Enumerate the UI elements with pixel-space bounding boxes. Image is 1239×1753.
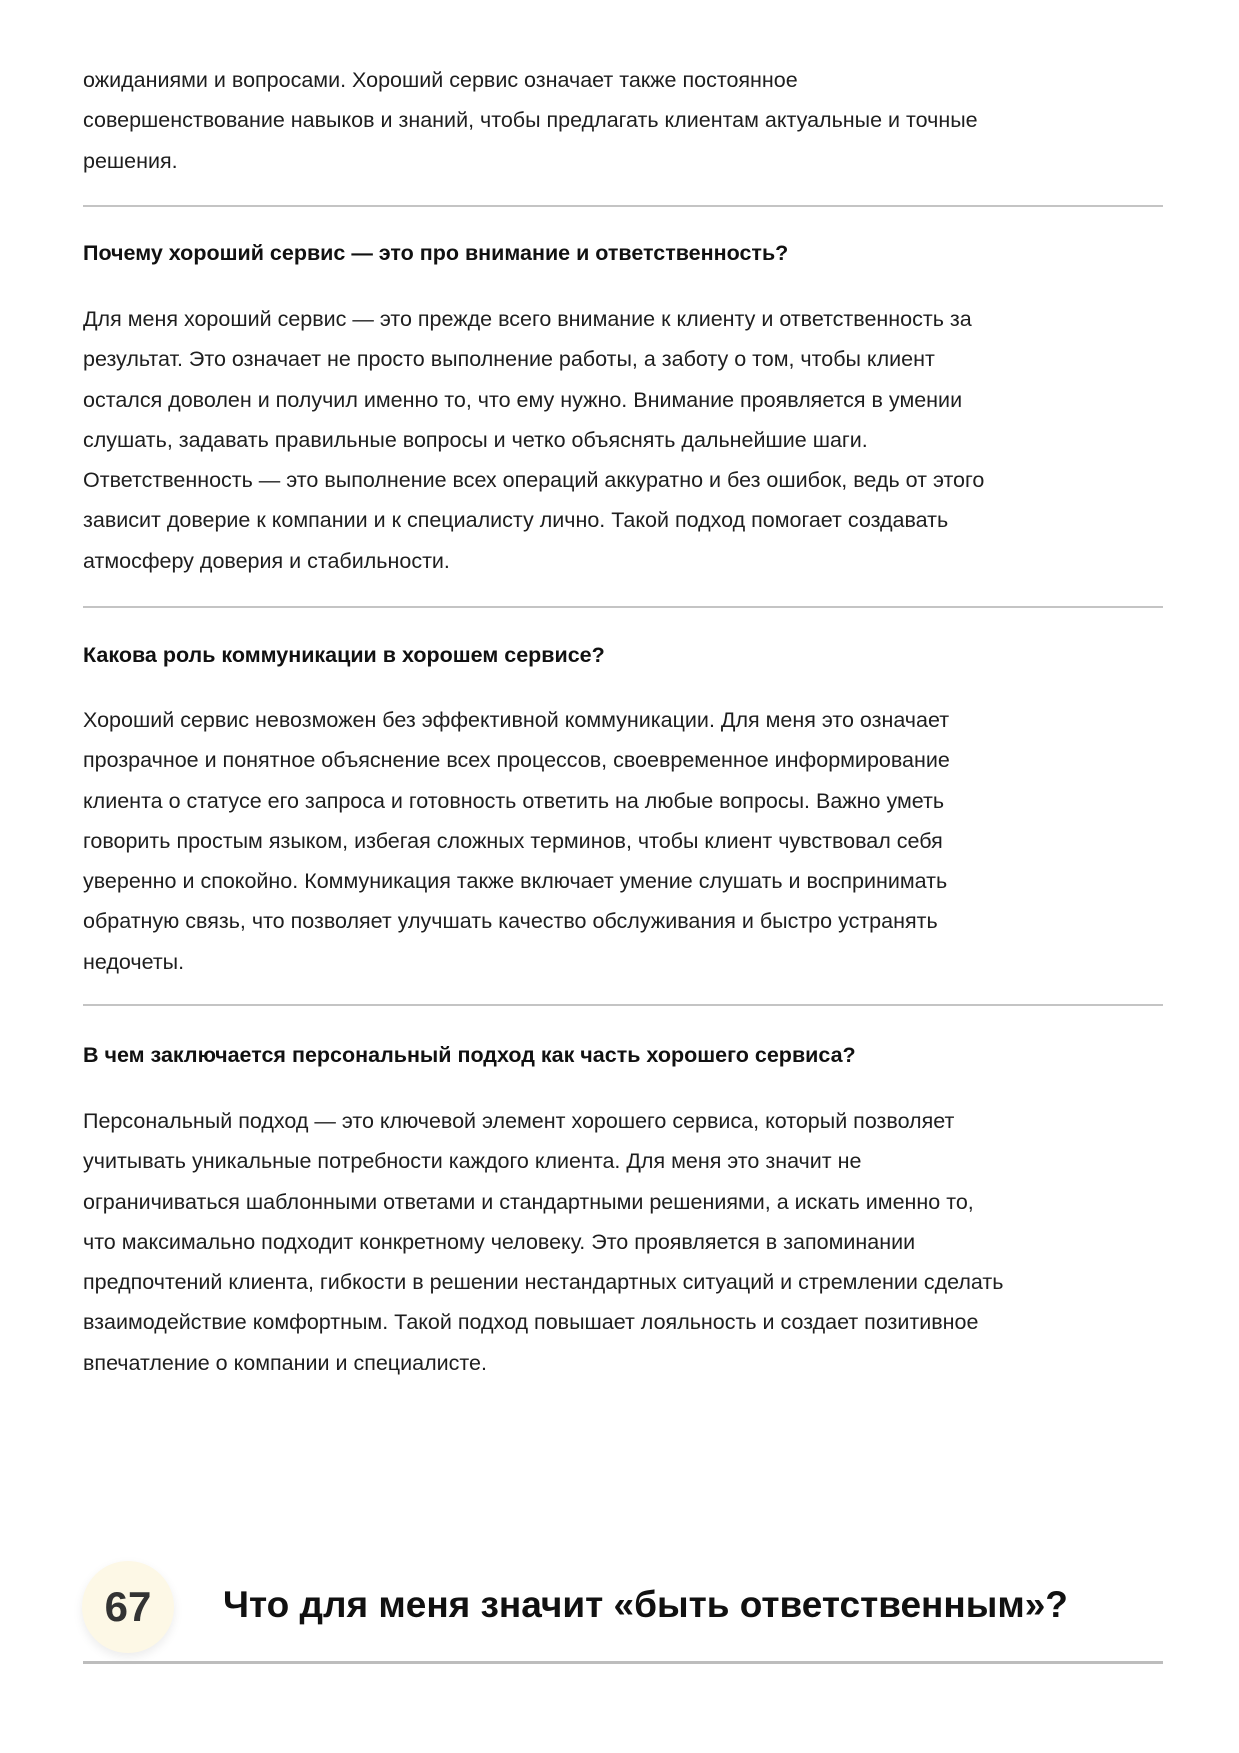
text-line: что максимально подходит конкретному человеку. Это проявляется в запоминании [83,1229,916,1254]
chapter-number-badge: 67 [82,1561,174,1653]
chapter-divider [83,1661,1163,1664]
text-line: совершенствование навыков и знаний, чтобы предлагать клиентам актуальные и точные [83,108,978,133]
chapter-title: Что для меня значит «быть ответственным»? [223,1584,1068,1625]
text-line: впечатление о компании и специалисте. [83,1350,487,1375]
answer-paragraph [83,700,1173,982]
text-line: Персональный подход — это ключевой элемент хорошего сервиса, который позволяет [83,1109,955,1133]
text-line: предпочтений клиента, гибкости в решении нестандартных ситуаций и стремлении сделать [83,1270,1004,1295]
divider [83,606,1163,608]
answer-paragraph [83,1101,1173,1383]
text-line: клиента о статусе его запроса и готовность ответить на любые вопросы. Важно уметь [83,788,945,813]
text-line: Ответственность — это выполнение всех операций аккуратно и без ошибок, ведь от этого [83,468,985,493]
text-line: говорить простым языком, избегая сложных терминов, чтобы клиент чувствовал себя [83,828,943,853]
text-line: обратную связь, что позволяет улучшать качество обслуживания и быстро устранять [83,909,938,934]
divider [83,1004,1163,1006]
text-line: результат. Это означает не просто выполнение работы, а заботу о том, чтобы клиент [83,347,935,372]
text-line: зависит доверие к компании и к специалисту лично. Такой подход помогает создавать [83,508,949,533]
text-line: Хороший сервис невозможен без эффективной коммуникации. Для меня это означает [83,708,950,732]
text-line: уверенно и спокойно. Коммуникация также включает умение слушать и воспринимать [83,869,948,894]
intro-paragraph [83,60,1173,181]
question-heading: В чем заключается персональный подход как часть хорошего сервиса? [83,1043,856,1067]
text-line: ожиданиями и вопросами. Хороший сервис означает также постоянное [83,68,798,92]
question-heading: Какова роль коммуникации в хорошем сервисе? [83,643,605,667]
text-line: взаимодействие комфортным. Такой подход повышает лояльность и создает позитивное [83,1310,979,1335]
text-line: слушать, задавать правильные вопросы и четко объяснять дальнейшие шаги. [83,427,868,452]
question-heading: Почему хороший сервис — это про внимание и ответственность? [83,241,789,265]
text-line: остался доволен и получил именно то, что ему нужно. Внимание проявляется в умении [83,387,963,412]
text-line: прозрачное и понятное объяснение всех процессов, своевременное информирование [83,748,950,773]
text-line: учитывать уникальные потребности каждого клиента. Для меня это значит не [83,1149,862,1174]
text-line: Для меня хороший сервис — это прежде всего внимание к клиенту и ответственность за [83,307,972,331]
text-line: атмосферу доверия и стабильности. [83,548,450,573]
answer-paragraph [83,299,1173,581]
divider [83,205,1163,207]
text-line: недочеты. [83,949,185,974]
text-line: решения. [83,148,178,173]
text-line: ограничиваться шаблонными ответами и стандартными решениями, а искать именно то, [83,1189,974,1214]
